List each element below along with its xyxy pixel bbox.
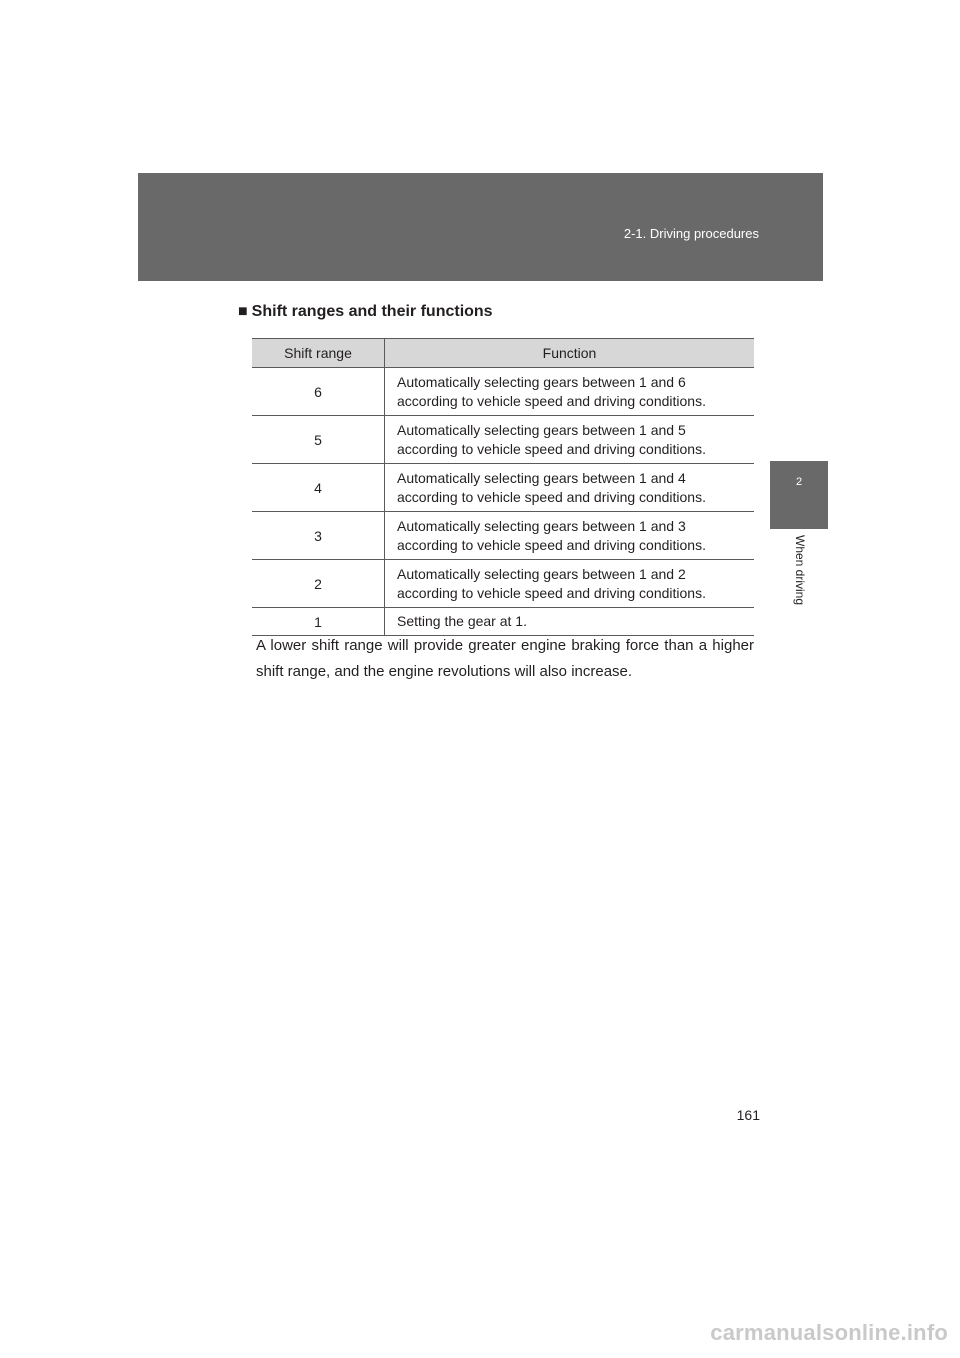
column-header-shift-range: Shift range [252, 339, 385, 368]
table-row [252, 512, 754, 560]
shift-range-table [252, 338, 754, 636]
table-row [252, 416, 754, 464]
shift-range-cell: 1 [252, 608, 385, 636]
page-number: 161 [736, 1107, 760, 1123]
header-band [138, 173, 823, 281]
function-cell: Automatically selecting gears between 1 and 6 according to vehicle speed and driving conditions. [385, 368, 755, 416]
description-paragraph: A lower shift range will provide greater engine braking force than a higher shift range, and the engine revolutions will also increase. [256, 637, 754, 680]
chapter-number: 2 [795, 476, 803, 488]
shift-range-cell: 5 [252, 416, 385, 464]
chapter-label: When driving [793, 535, 807, 606]
table-row [252, 608, 754, 636]
column-header-function: Function [385, 339, 755, 368]
square-bullet-icon: ■ [238, 303, 248, 320]
table-row [252, 560, 754, 608]
table-row [252, 368, 754, 416]
table-row [252, 464, 754, 512]
table-header-row [252, 339, 754, 368]
shift-range-cell: 3 [252, 512, 385, 560]
function-cell: Automatically selecting gears between 1 and 5 according to vehicle speed and driving conditions. [385, 416, 755, 464]
section-heading-text: Shift ranges and their functions [251, 303, 493, 320]
function-cell: Automatically selecting gears between 1 and 4 according to vehicle speed and driving conditions. [385, 464, 755, 512]
chapter-tab [770, 461, 828, 529]
watermark: carmanualsonline.info [710, 1320, 948, 1345]
shift-range-cell: 6 [252, 368, 385, 416]
function-cell: Automatically selecting gears between 1 and 2 according to vehicle speed and driving conditions. [385, 560, 755, 608]
shift-range-cell: 4 [252, 464, 385, 512]
chapter-label-box [770, 531, 828, 631]
section-heading [238, 303, 493, 321]
function-cell: Setting the gear at 1. [385, 608, 755, 636]
shift-range-cell: 2 [252, 560, 385, 608]
section-label: 2-1. Driving procedures [623, 226, 759, 241]
function-cell: Automatically selecting gears between 1 and 3 according to vehicle speed and driving conditions. [385, 512, 755, 560]
